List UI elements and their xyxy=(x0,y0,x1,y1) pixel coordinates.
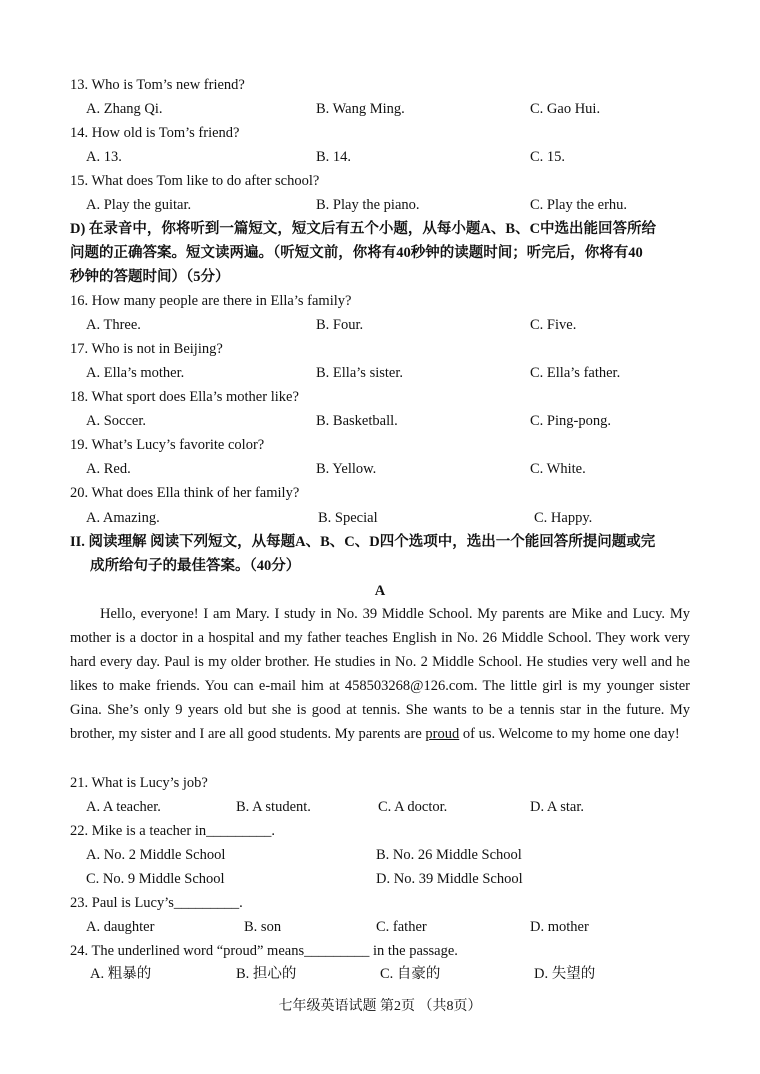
question-text: How old is Tom’s friend? xyxy=(91,125,240,141)
page-footer: 七年级英语试题 第2页 （共8页） xyxy=(278,999,482,1014)
option-a: A. Amazing. xyxy=(86,510,160,526)
option-b: B. Special xyxy=(318,510,378,526)
option-c: C. Gao Hui. xyxy=(530,101,601,117)
question-22: 22. Mike is a teacher in_________. xyxy=(70,823,275,839)
option-b: B. Four. xyxy=(316,317,364,333)
option-d: D. 失望的 xyxy=(534,966,596,982)
question-number: 14. xyxy=(70,125,89,141)
passage-title: A xyxy=(374,583,386,599)
option-c: C. A doctor. xyxy=(378,799,448,815)
question-20 xyxy=(70,484,299,502)
question-21: 21. What is Lucy’s job? xyxy=(70,775,208,791)
option-b: B. Yellow. xyxy=(316,461,377,477)
option-c: C. Ella’s father. xyxy=(530,365,621,381)
question-text: What sport does Ella’s mother like? xyxy=(91,389,299,405)
option-d: D. A star. xyxy=(530,799,584,815)
option-b: B. son xyxy=(244,919,282,935)
question-text: What does Ella think of her family? xyxy=(91,485,300,501)
option-a: A. 粗暴的 xyxy=(90,966,152,982)
question-number: 17. xyxy=(70,341,89,357)
question-24: 24. The underlined word “proud” means_________ in the passage. xyxy=(70,943,458,959)
question-16 xyxy=(70,292,351,310)
question-text: How many people are there in Ella’s family? xyxy=(91,293,352,309)
question-14 xyxy=(70,124,239,142)
option-a: A. Three. xyxy=(86,317,141,333)
option-c: C. No. 9 Middle School xyxy=(86,871,225,887)
option-c: C. Five. xyxy=(530,317,577,333)
section-ii-instruction-line1: II. 阅读理解 阅读下列短文，从每题A、B、C、D四个选项中，选出一个能回答所提问题或完 xyxy=(70,534,656,550)
question-number: 16. xyxy=(70,293,89,309)
question-text: Who is Tom’s new friend? xyxy=(91,77,245,93)
question-text: Who is not in Beijing? xyxy=(91,341,223,357)
option-a: A. Zhang Qi. xyxy=(86,101,163,117)
question-15 xyxy=(70,172,319,190)
question-text: What’s Lucy’s favorite color? xyxy=(91,437,265,453)
option-c: C. 自豪的 xyxy=(380,966,441,982)
passage-text xyxy=(70,602,690,746)
option-c: C. White. xyxy=(530,461,586,477)
question-23: 23. Paul is Lucy’s_________. xyxy=(70,895,243,911)
question-18 xyxy=(70,388,299,406)
question-number: 19. xyxy=(70,437,89,453)
option-a: A. No. 2 Middle School xyxy=(86,847,226,863)
section-d-instruction-line1: D) 在录音中，你将听到一篇短文，短文后有五个小题，从每小题A、B、C中选出能回答所给 xyxy=(70,221,657,237)
option-b: B. Basketball. xyxy=(316,413,398,429)
option-a: A. A teacher. xyxy=(86,799,161,815)
option-b: B. A student. xyxy=(236,799,311,815)
option-c: C. father xyxy=(376,919,427,935)
option-a: A. Ella’s mother. xyxy=(86,365,185,381)
option-c: C. Ping-pong. xyxy=(530,413,611,429)
option-b: B. 担心的 xyxy=(236,966,297,982)
question-number: 15. xyxy=(70,173,89,189)
question-number: 20. xyxy=(70,485,89,501)
option-a: A. daughter xyxy=(86,919,155,935)
question-19 xyxy=(70,436,264,454)
question-17 xyxy=(70,340,223,358)
passage-text-part: Hello, everyone! I am Mary. I study in No. 39 Middle School. My parents are Mike and Lucy. My mother is a doctor in a hospital and my father teaches English in No. 26 Middle School. They work very hard every day. Paul is my older brother. He studies in No. 2 Middle School. He studies very well and he likes to make friends. You can e-mail him at 458503268@126.com. The little girl is my younger sister Gina. She’s only 9 years old but she is good at tennis. She wants to be a tennis star in the future. My brother, my sister and I are all good students. My parents are xyxy=(70,606,690,742)
option-a: A. Play the guitar. xyxy=(86,197,192,213)
option-d: D. No. 39 Middle School xyxy=(376,871,523,887)
question-13 xyxy=(70,76,245,94)
option-b: B. No. 26 Middle School xyxy=(376,847,522,863)
underlined-word: proud xyxy=(425,726,460,742)
question-number: 18. xyxy=(70,389,89,405)
question-number: 13. xyxy=(70,77,89,93)
section-d-instruction-line3: 秒钟的答题时间）（5分） xyxy=(70,269,230,285)
option-a: A. Red. xyxy=(86,461,131,477)
option-d: D. mother xyxy=(530,919,589,935)
option-c: C. 15. xyxy=(530,149,566,165)
question-text: What does Tom like to do after school? xyxy=(91,173,320,189)
section-ii-instruction-line2: 成所给句子的最佳答案。（40分） xyxy=(90,558,301,574)
option-b: B. Wang Ming. xyxy=(316,101,405,117)
option-a: A. 13. xyxy=(86,149,122,165)
option-a: A. Soccer. xyxy=(86,413,146,429)
option-c: C. Play the erhu. xyxy=(530,197,628,213)
option-b: B. Ella’s sister. xyxy=(316,365,403,381)
option-c: C. Happy. xyxy=(534,510,593,526)
section-d-instruction-line2: 问题的正确答案。短文读两遍。（听短文前，你将有40秒钟的读题时间；听完后，你将有40 xyxy=(70,245,643,261)
passage-text-part: of us. Welcome to my home one day! xyxy=(459,726,680,742)
option-b: B. Play the piano. xyxy=(316,197,420,213)
option-b: B. 14. xyxy=(316,149,352,165)
